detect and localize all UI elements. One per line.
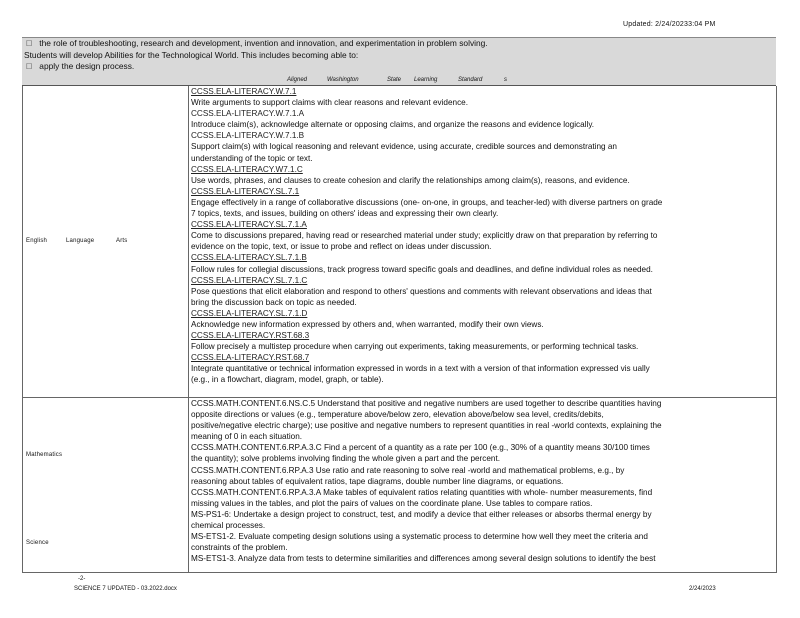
intro-text-2: Students will develop Abilities for the Technological World. This includes becoming able to: [24, 49, 359, 60]
intro-bullet-line-3 [22, 61, 776, 73]
ela-standard-text: evidence on the topic, text, or issue to probe and reflect on ideas under discussion. [191, 242, 492, 252]
updated-timestamp: Updated: 2/24/20233:04 PM [623, 21, 716, 28]
ela-standard-text: Follow rules for collegial discussions, track progress toward specific goals and deadlines, and define individual roles as needed. [191, 264, 653, 274]
header-state: State [387, 77, 402, 83]
header-washington: Washington [327, 77, 359, 83]
ela-standards-list [191, 86, 774, 386]
science-standards-list [191, 509, 774, 564]
math-standard-text: CCSS.MATH.CONTENT.6.RP.A.3.A Make tables of equivalent ratios relating quantities with whole- number measurements, find [191, 487, 653, 497]
subject-language: Language [66, 238, 95, 244]
ela-standard-code[interactable]: CCSS.ELA-LITERACY.W7.1.C [191, 164, 303, 174]
header-aligned: Aligned [287, 77, 308, 83]
ela-standard-text: Follow precisely a multistep procedure when carrying out experiments, taking measurements, or performing technical tasks. [191, 342, 639, 352]
math-standard-text: CCSS.MATH.CONTENT.6.NS.C.5 Understand that positive and negative numbers are used together to describe quantities having [191, 399, 662, 408]
science-standard-text: MS-ETS1-3. Analyze data from tests to determine similarities and differences among several design solutions to identify the best [191, 554, 656, 564]
footer-page-number: -2- [78, 576, 86, 582]
ela-standard-text: Write arguments to support claims with clear reasons and relevant evidence. [191, 98, 468, 108]
ela-standard-text: Support claim(s) with logical reasoning and relevant evidence, using accurate, credible sources and demonstrating an [191, 142, 617, 152]
science-standard-text: MS-PS1-6: Undertake a design project to construct, test, and modify a device that either releases or absorbs thermal energy by [191, 510, 652, 519]
bullet-icon [26, 61, 32, 71]
ela-standard-text: Introduce claim(s), acknowledge alternate or opposing claims, and organize the reasons and evidence logically. [191, 120, 595, 130]
ela-standard-text: Integrate quantitative or technical information expressed in words in a text with a version of that information expressed vis ually [191, 364, 650, 374]
ela-standard-text: Acknowledge new information expressed by others and, when warranted, modify their own views. [191, 319, 544, 329]
bullet-icon [26, 38, 32, 48]
math-standard-text: the quantity); solve problems involving finding the whole given a part and the percent. [191, 454, 501, 464]
ela-standard-code[interactable]: CCSS.ELA-LITERACY.SL.7.1.B [191, 253, 307, 263]
math-standard-text: CCSS.MATH.CONTENT.6.RP.A.3.C Find a percent of a quantity as a rate per 100 (e.g., 30% of a quantity means 30/100 times [191, 443, 650, 453]
intro-bullet-line-1 [22, 38, 776, 50]
header-standard: Standard [458, 77, 483, 83]
subject-mathematics: Mathematics [26, 452, 63, 458]
footer-filename: SCIENCE 7 UPDATED - 03.2022.docx [74, 586, 177, 592]
math-standard-text: opposite directions or values (e.g., temperature above/below zero, elevation above/below sea level, credits/debits, [191, 410, 604, 420]
table-border-bottom [22, 572, 777, 573]
header-learning: Learning [414, 77, 438, 83]
ela-standard-code: CCSS.ELA-LITERACY.W.7.1.B [191, 131, 305, 141]
science-standard-text: chemical processes. [191, 521, 266, 531]
subject-science: Science [26, 540, 49, 546]
ela-standard-code[interactable]: CCSS.ELA-LITERACY.W.7.1 [191, 87, 297, 96]
table-border-right [776, 86, 777, 572]
math-standards-list [191, 398, 774, 509]
ela-standard-code[interactable]: CCSS.ELA-LITERACY.SL.7.1.D [191, 308, 308, 318]
science-standard-text: constraints of the problem. [191, 543, 288, 553]
math-standard-text: positive/negative electric charge); use positive and negative numbers to represent quantities in real -world contexts, explaining the [191, 421, 662, 431]
math-standard-text: CCSS.MATH.CONTENT.6.RP.A.3 Use ratio and rate reasoning to solve real -world and mathematical problems, e.g., by [191, 465, 625, 475]
math-standard-text: meaning of 0 in each situation. [191, 432, 303, 442]
header-s: s [504, 77, 507, 83]
ela-standard-code[interactable]: CCSS.ELA-LITERACY.SL.7.1.A [191, 220, 307, 230]
ela-standard-text: Come to discussions prepared, having read or researched material under study; explicitly draw on that preparation by referring to [191, 231, 658, 241]
ela-standard-text: 7 topics, texts, and issues, building on others' ideas and expressing their own clearly. [191, 209, 499, 219]
ela-standard-text: Use words, phrases, and clauses to create cohesion and clarify the relationships among claim(s), reasons, and evidence. [191, 175, 630, 185]
standards-header [22, 75, 776, 86]
footer-date: 2/24/2023 [689, 586, 716, 592]
subject-english: English [26, 238, 48, 244]
science-standard-text: MS-ETS1-2. Evaluate competing design solutions using a systematic process to determine how well they meet the criteria and [191, 532, 648, 542]
intro-section [22, 37, 776, 77]
ela-standard-text: understanding of the topic or text. [191, 153, 313, 163]
ela-standard-text: (e.g., in a flowchart, diagram, model, graph, or table). [191, 375, 384, 385]
table-border-left [22, 86, 23, 572]
ela-standard-code: CCSS.ELA-LITERACY.W.7.1.A [191, 109, 305, 119]
ela-standard-text: bring the discussion back on topic as needed. [191, 297, 357, 307]
ela-standard-text: Engage effectively in a range of collaborative discussions (one- on-one, in groups, and teacher-led) with diverse partners on grade [191, 197, 663, 207]
ela-standard-code[interactable]: CCSS.ELA-LITERACY.SL.7.1 [191, 186, 300, 196]
intro-text-3: apply the design process. [33, 61, 128, 71]
intro-text-1: the role of troubleshooting, research and development, invention and innovation, and experimentation in problem solving. [33, 38, 482, 48]
subject-arts: Arts [116, 238, 128, 244]
ela-standard-code[interactable]: CCSS.ELA-LITERACY.SL.7.1.C [191, 275, 308, 285]
ela-standard-text: Pose questions that elicit elaboration and respond to others' questions and comments with relevant observations and ideas that [191, 286, 652, 296]
ela-standard-code[interactable]: CCSS.ELA-LITERACY.RST.68.3 [191, 331, 310, 341]
ela-standard-code[interactable]: CCSS.ELA-LITERACY.RST.68.7 [191, 353, 310, 363]
math-standard-text: missing values in the tables, and plot the pairs of values on the coordinate plane. Use tables to compare ratios. [191, 498, 593, 508]
table-column-divider [188, 86, 189, 572]
math-standard-text: reasoning about tables of equivalent ratios, tape diagrams, double number line diagrams, or equations. [191, 476, 564, 486]
